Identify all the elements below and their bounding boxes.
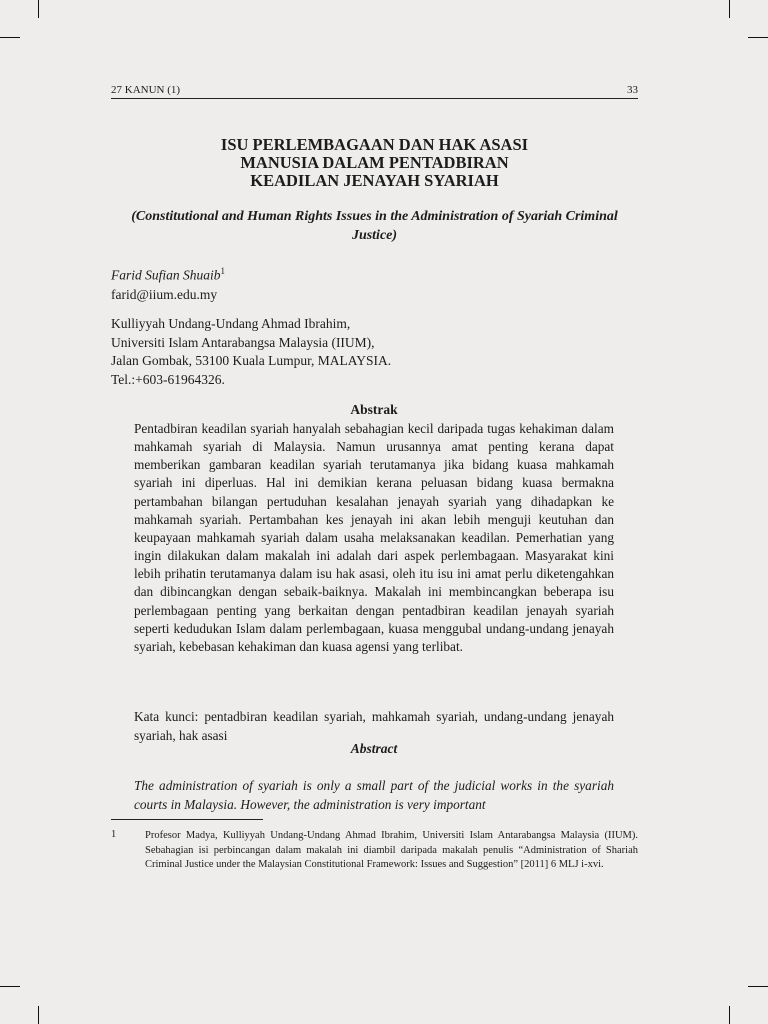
affiliation-block	[111, 315, 391, 389]
running-head: 27 KANUN (1)	[111, 84, 181, 96]
english-title: (Constitutional and Human Rights Issues in the Administration of Syariah Criminal Justice)	[131, 209, 618, 243]
crop-mark	[0, 37, 20, 38]
author-name: Farid Sufian Shuaib	[111, 267, 221, 283]
crop-mark	[38, 0, 39, 18]
affiliation-line: Universiti Islam Antarabangsa Malaysia (IIUM),	[111, 334, 375, 350]
abstrak-heading: Abstrak	[350, 402, 398, 417]
footnote-rule	[111, 819, 263, 820]
footnote-number: 1	[111, 829, 117, 840]
crop-mark	[748, 986, 768, 987]
crop-mark	[729, 0, 730, 18]
crop-mark	[0, 986, 20, 987]
page-number: 33	[627, 84, 638, 96]
crop-mark	[38, 1006, 39, 1024]
abstract-heading: Abstract	[350, 741, 398, 756]
keywords: Kata kunci: pentadbiran keadilan syariah, mahkamah syariah, undang-undang jenayah syariah, hak asasi	[134, 709, 614, 743]
abstrak-body: Pentadbiran keadilan syariah hanyalah sebahagian kecil daripada tugas kehakiman dalam mahkamah syariah di Malaysia. Namun urusannya amat penting kerana dapat memberikan gambaran keadilan syariah terutamanya jika bidang kuasa mahkamah syariah ini diperluas. Hal ini demikian kerana peluasan bidang kuasa bermakna pertambahan bilangan pertuduhan kesalahan jenayah syariah yang dihadapkan ke mahkamah syariah. Pertambahan kes jenayah ini akan lebih menguji keutuhan dan keupayaan mahkamah syariah dalam usaha melaksanakan keadilan. Pemerhatian yang ingin dilakukan dalam makalah ini adalah dari aspek perlembagaan. Masyarakat kini lebih prihatin terutamanya dalam isu hak asasi, oleh itu isu ini amat perlu diketengahkan dan dibincangkan dengan sebaik-baiknya. Makalah ini membincangkan beberapa isu perlembagaan penting yang berkaitan dengan pentadbiran keadilan jenayah syariah seperti kedudukan Islam dalam perlembagaan, kuasa menggubal undang-undang jenayah syariah, kebebasan kehakiman dan kuasa agensi yang terlibat.	[134, 421, 614, 654]
footnote-mark: 1	[220, 266, 226, 276]
author-email[interactable]: farid@iium.edu.my	[111, 286, 218, 302]
affiliation-line: Kulliyyah Undang-Undang Ahmad Ibrahim,	[111, 316, 351, 331]
author-block	[111, 262, 225, 304]
affiliation-line: Tel.:+603-61964326.	[111, 371, 225, 387]
crop-mark	[729, 1006, 730, 1024]
footnote-text: Profesor Madya, Kulliyyah Undang-Undang Ahmad Ibrahim, Universiti Islam Antarabangsa Malaysia (IIUM). Sebahagian isi perbincangan dalam makalah ini diambil daripada makalah penulis “Administration of Shariah Criminal Justice under the Malaysian Constitutional Framework: Issues and Suggestion” [2011] 6 MLJ i-xvi.	[145, 830, 638, 871]
title-line: MANUSIA DALAM PENTADBIRAN	[240, 153, 509, 172]
title-line: ISU PERLEMBAGAAN DAN HAK ASASI	[220, 135, 529, 154]
title-line: KEADILAN JENAYAH SYARIAH	[250, 171, 499, 190]
article-title	[111, 136, 638, 190]
abstract-body: The administration of syariah is only a small part of the judicial works in the syariah courts in Malaysia. However, the administration is very important	[134, 778, 614, 812]
affiliation-line: Jalan Gombak, 53100 Kuala Lumpur, MALAYSIA.	[111, 353, 392, 369]
running-header	[111, 84, 638, 99]
crop-mark	[748, 37, 768, 38]
